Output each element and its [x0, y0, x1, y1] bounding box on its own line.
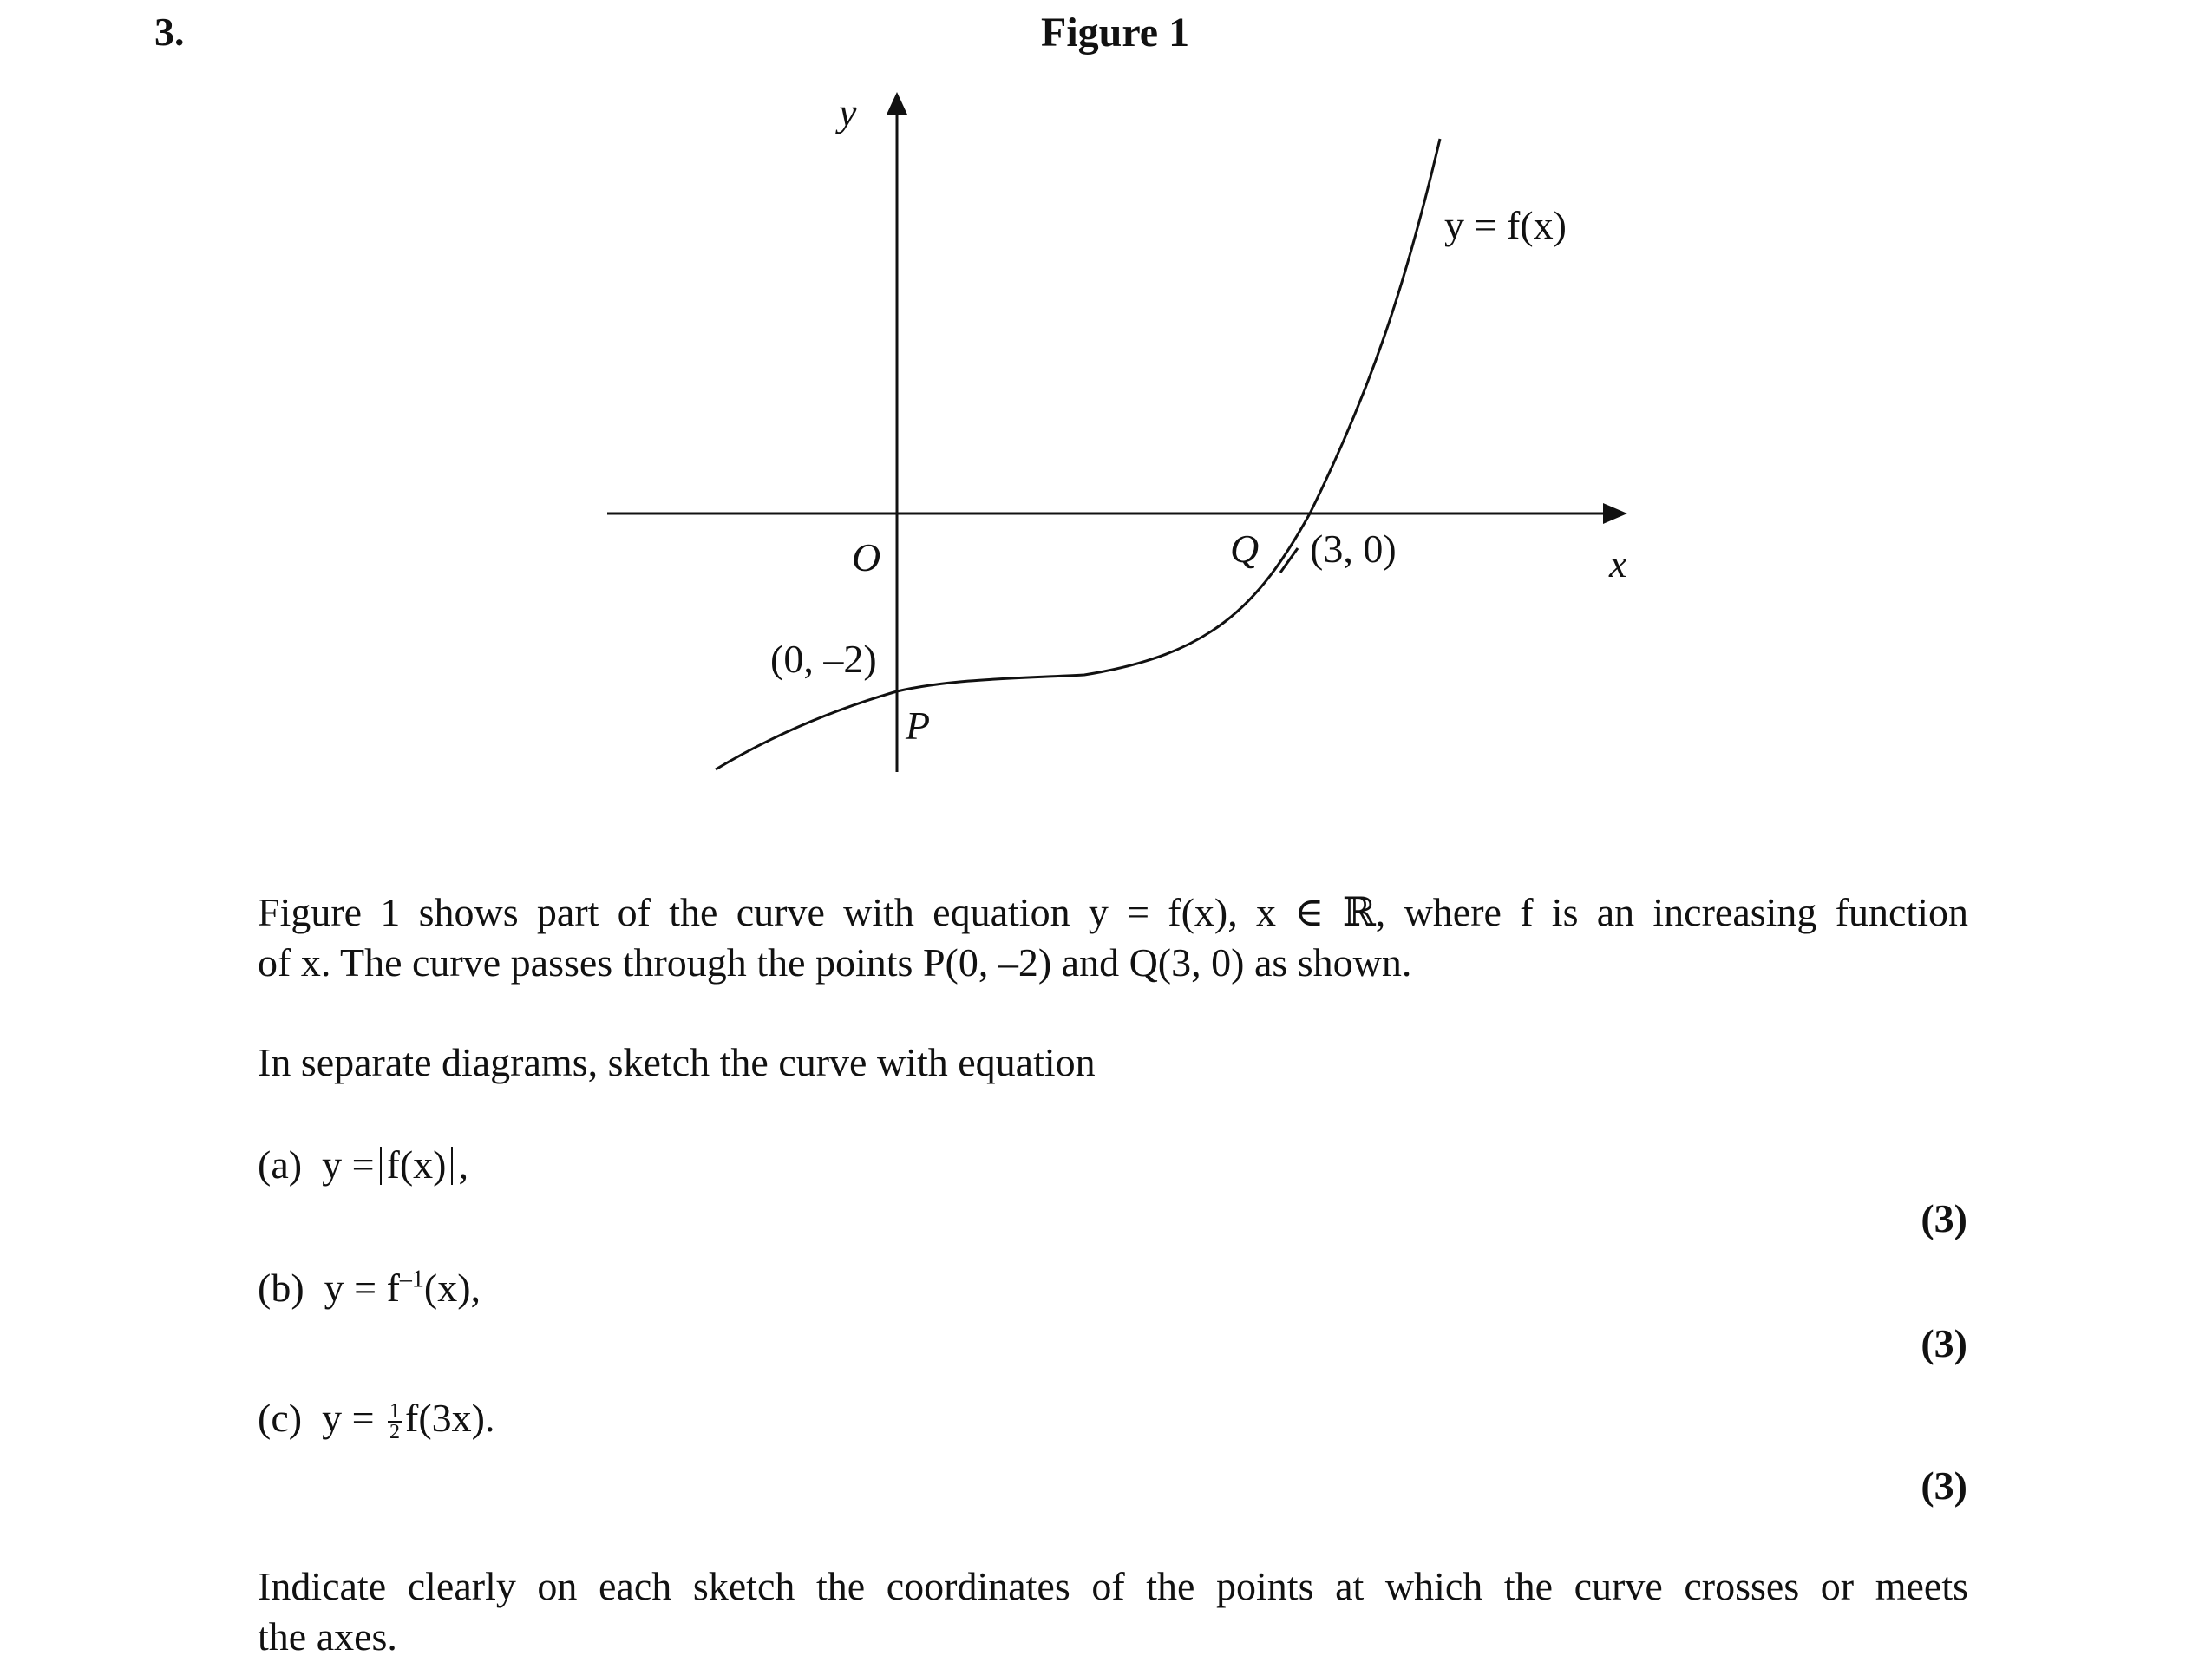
point-p-coordinates: (0, –2)	[770, 637, 877, 681]
part-c-marks: (3)	[1921, 1463, 1967, 1508]
figure-title: Figure 1	[1041, 10, 1190, 56]
part-a	[258, 1142, 468, 1188]
point-q-label: Q	[1230, 527, 1260, 571]
final-line-2: the axes.	[258, 1614, 397, 1659]
instruction-text: In separate diagrams, sketch the curve with equation	[258, 1040, 1096, 1084]
part-b	[258, 1265, 481, 1311]
y-axis-label: y	[839, 90, 857, 134]
part-b-eq-sup: –1	[399, 1266, 424, 1293]
part-c-eq-suffix: f(3x).	[405, 1396, 495, 1440]
part-a-eq-inner: f(x)	[386, 1142, 447, 1187]
abs-bar-left	[380, 1147, 382, 1185]
question-number: 3.	[154, 10, 185, 54]
part-b-marks: (3)	[1921, 1321, 1967, 1365]
q-tick	[1280, 548, 1298, 573]
intro-line-1: Figure 1 shows part of the curve with equation y = f(x), x ∈ ℝ, where f is an increasing function	[258, 890, 1968, 934]
part-b-label: (b)	[258, 1266, 304, 1310]
part-a-eq-suffix: ,	[458, 1142, 468, 1187]
intro-line-2: of x. The curve passes through the points P(0, –2) and Q(3, 0) as shown.	[258, 940, 1412, 985]
final-line-1: Indicate clearly on each sketch the coordinates of the points at which the curve crosses or meets	[258, 1564, 1968, 1608]
fraction-numerator: 1	[389, 1400, 401, 1423]
figure-1-graph	[0, 0, 2212, 781]
x-axis-arrowhead	[1603, 503, 1627, 524]
part-c-label: (c)	[258, 1396, 303, 1440]
part-b-eq-suffix: (x),	[423, 1266, 481, 1310]
curve-label: y = f(x)	[1444, 203, 1567, 247]
point-q-coordinates: (3, 0)	[1310, 527, 1397, 571]
y-axis-arrowhead	[887, 92, 907, 115]
half-fraction	[388, 1402, 402, 1442]
part-a-eq-prefix: y =	[322, 1142, 375, 1187]
part-c	[258, 1395, 494, 1442]
x-axis-label: x	[1609, 541, 1627, 586]
abs-bar-right	[451, 1147, 453, 1185]
part-b-eq-prefix: y = f	[324, 1266, 400, 1310]
origin-label: O	[852, 535, 881, 579]
part-a-marks: (3)	[1921, 1196, 1967, 1240]
part-a-label: (a)	[258, 1142, 303, 1187]
fraction-denominator: 2	[389, 1421, 401, 1444]
point-p-label: P	[906, 703, 931, 748]
part-c-eq-prefix: y =	[322, 1396, 375, 1440]
